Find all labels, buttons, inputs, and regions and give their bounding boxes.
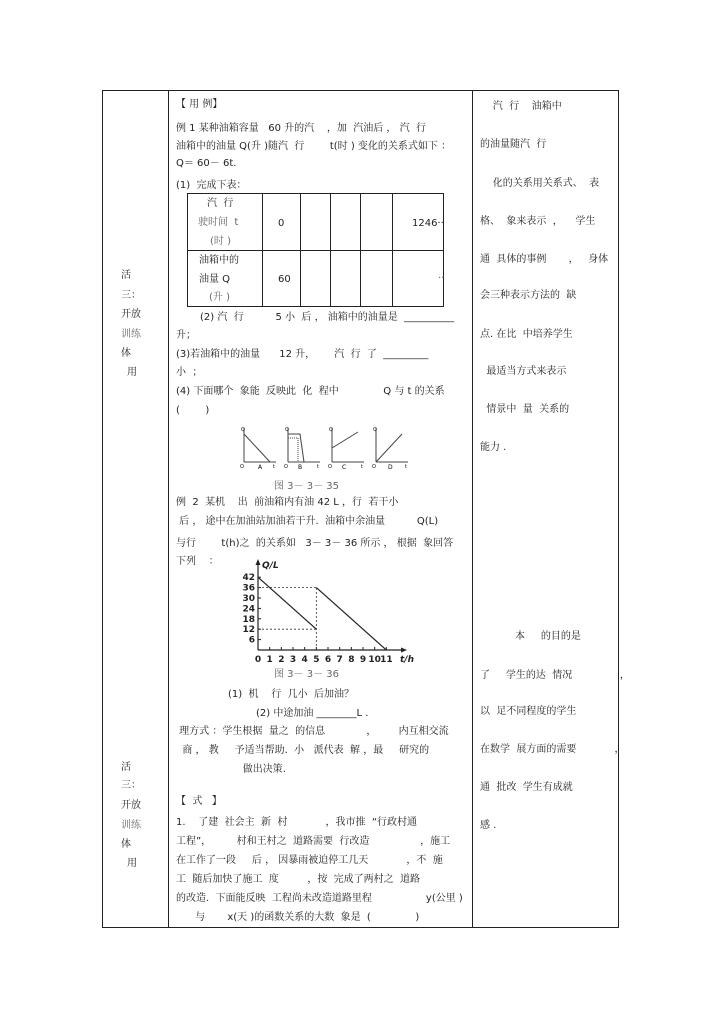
series-line [258, 577, 316, 629]
axis-q-label: Q [241, 427, 245, 433]
y-tick-label: 12 [242, 625, 255, 636]
option-graph-b [284, 427, 320, 471]
x-tick-label: 10 [368, 655, 381, 665]
table-cell: ·· [438, 273, 445, 284]
left-label: 训练 [121, 329, 141, 340]
y-tick-label: 6 [248, 635, 255, 646]
note-line: 通 具体的事例 ， 身体 [480, 254, 609, 265]
fuel-chart [232, 561, 414, 668]
test-line: 的改造. 下面能反映 工程尚未改造道路里程 y(公里 ) [176, 893, 463, 904]
origin-label: O [284, 464, 288, 470]
option-label: B [298, 464, 303, 471]
x-tick-label: 3 [289, 655, 297, 665]
note-line: 化的关系用关系式、 表 [480, 178, 600, 189]
table-header-cell: (时 ) [210, 236, 231, 247]
method-line: 做出决策. [176, 764, 286, 775]
example1-line: 油箱中的油量 Q(升 )随汽 行 t(时 ) 变化的关系式如下 ： [176, 141, 452, 152]
x-axis-arrow [401, 648, 407, 653]
table-header-cell: 汽 行 [207, 198, 234, 209]
axis-t-label: t [317, 464, 319, 470]
left-label: 训练 [121, 820, 141, 831]
left-label: 用 [127, 367, 137, 378]
example2-line: 下列 ： [176, 556, 219, 567]
question-2: 升； [176, 330, 196, 341]
left-label: 体 [121, 348, 131, 359]
note-line: 通 批改 学生有成就 [480, 782, 573, 793]
axis-q-label: Q [329, 427, 333, 433]
table-header-cell: 油箱中的 [199, 255, 239, 266]
y-tick-label: 36 [242, 583, 255, 594]
option-graph-d [372, 427, 408, 471]
y-tick-label: 18 [242, 614, 255, 625]
question-3: (3)若油箱中的油量 12 升， 汽 行 了 _________ [176, 349, 429, 360]
x-tick-label: 11 [380, 655, 393, 665]
example1-line: 例 1 某种油箱容量 60 升的汽 ，加 汽油后 ， 汽 行 [176, 123, 426, 134]
y-tick-label: 42 [242, 573, 255, 584]
note-line: 的油量随汽 行 [480, 139, 547, 150]
series-line [316, 588, 386, 650]
col-divider-right [472, 90, 473, 928]
y-axis-label: Q/L [262, 561, 279, 571]
example2-line: 后 ， 途中在加油站加油若干升. 油箱中余油量 Q(L) [176, 516, 439, 527]
origin-label: O [328, 464, 332, 470]
note-line: 在数学 展方面的需要 ， [480, 744, 625, 755]
x-tick-label: 7 [336, 655, 343, 665]
table-header-cell: 驶时间 t [198, 217, 239, 228]
option-graph-a [240, 427, 276, 471]
y-tick-label: 24 [242, 604, 255, 615]
x-tick-label: 5 [313, 655, 320, 665]
x-axis-label: t/h [400, 655, 414, 665]
method-line: 理方式 ：学生根据 量之 的信息 ， 内互相交流 [176, 726, 449, 737]
x-tick-label: 4 [301, 655, 308, 665]
left-label: 开放 [121, 309, 141, 320]
option-graph-c [328, 427, 364, 471]
note-line: 能力 . [480, 442, 507, 453]
note-line: 点. 在比 中培养学生 [480, 329, 573, 340]
test-line: 与 x(天 )的函数关系的大数 象是 ( ) [176, 912, 420, 923]
left-label: 活 [121, 270, 131, 281]
left-label: 用 [127, 858, 137, 869]
axis-t-label: t [405, 464, 407, 470]
example2-question: (2) 中途加油 ________L . [256, 708, 369, 719]
x-tick-label: 9 [359, 655, 367, 665]
example1-line: Q＝ 60－ 6t. [176, 158, 237, 169]
x-tick-label: 0 [254, 655, 262, 665]
option-label: D [388, 464, 393, 471]
figure-caption: 图 3－ 3－ 35 [274, 481, 339, 492]
table-header-cell: (升 ) [209, 292, 230, 303]
example2-question: (1) 机 行 几小 后加油？ [228, 689, 354, 700]
question-3: 小 ； [176, 367, 203, 378]
left-label: 活 [121, 762, 131, 773]
x-tick-label: 6 [324, 655, 332, 665]
note-line: 汽 行 油箱中 [480, 101, 562, 112]
x-tick-label: 2 [278, 655, 285, 665]
left-label: 开放 [121, 800, 141, 811]
axis-t-label: t [273, 464, 275, 470]
col-divider-left [168, 90, 169, 928]
question-2: (2) 汽 行 5 小 后 ， 油箱中的油量是 __________ [200, 312, 455, 323]
origin-label: O [240, 464, 244, 470]
note-line: 感 . [480, 820, 497, 831]
section-header-test: 【 式 】 [176, 796, 222, 807]
test-line: 1. 了建 社会主 新 村 ，我市推 “行政村通 [176, 817, 418, 828]
test-line: 工 随后加快了施工 度 ，按 完成了两村之 道路 [176, 874, 421, 885]
note-line: 本 的目的是 [480, 631, 581, 642]
note-line: 最适当方式来表示 [480, 366, 567, 377]
axis-q-label: Q [373, 427, 377, 433]
left-label: 体 [121, 839, 131, 850]
note-line: 情景中 量 关系的 [480, 404, 570, 415]
table-cell: 0 [278, 218, 285, 229]
method-line: 商 ， 教 予适当帮助. 小 派代表 解 ，最 研究的 [176, 745, 430, 756]
axis-q-label: Q [285, 427, 289, 433]
table-header-cell: 油量 Q [199, 274, 231, 285]
y-tick-label: 30 [242, 594, 255, 604]
option-label: C [342, 464, 347, 471]
example2-line: 与行 t(h)之 的关系如 3－ 3－ 36 所示 ， 根据 象回答 [176, 538, 454, 549]
section-header-example: 【 用 例】 [176, 99, 223, 110]
example2-line: 例 2 某机 出 前油箱内有油 42 L ，行 若干小 [176, 497, 399, 508]
origin-label: O [372, 464, 376, 470]
table-cell: 1246·· [412, 218, 444, 229]
test-line: 在工作了一段 后 ， 因暴雨被迫停工几天 ，不 施 [176, 855, 443, 866]
test-line: 工程”， 村和王村之 道路需要 行改造 ，施工 [176, 836, 451, 847]
x-tick-label: 8 [348, 655, 355, 665]
note-line: 格、 象来表示 ， 学生 [480, 216, 596, 227]
x-tick-label: 1 [266, 655, 273, 665]
table-cell: 60 [278, 274, 291, 285]
left-label: 三： [121, 290, 141, 301]
figure-caption: 图 3－ 3－ 36 [274, 669, 339, 680]
note-line: 了 学生的达 情况 ， [480, 670, 630, 681]
question-4: ( ) [176, 405, 210, 416]
axis-t-label: t [361, 464, 363, 470]
note-line: 会三种表示方法的 缺 [480, 290, 577, 301]
question-4: (4) 下面哪个 象能 反映此 化 程中 Q 与 t 的关系 [176, 386, 445, 397]
option-graphs [236, 422, 416, 474]
question-1: (1) 完成下表： [176, 180, 247, 191]
left-label: 三： [121, 780, 141, 791]
note-line: 以 足不同程度的学生 [480, 706, 577, 717]
option-label: A [258, 464, 263, 471]
